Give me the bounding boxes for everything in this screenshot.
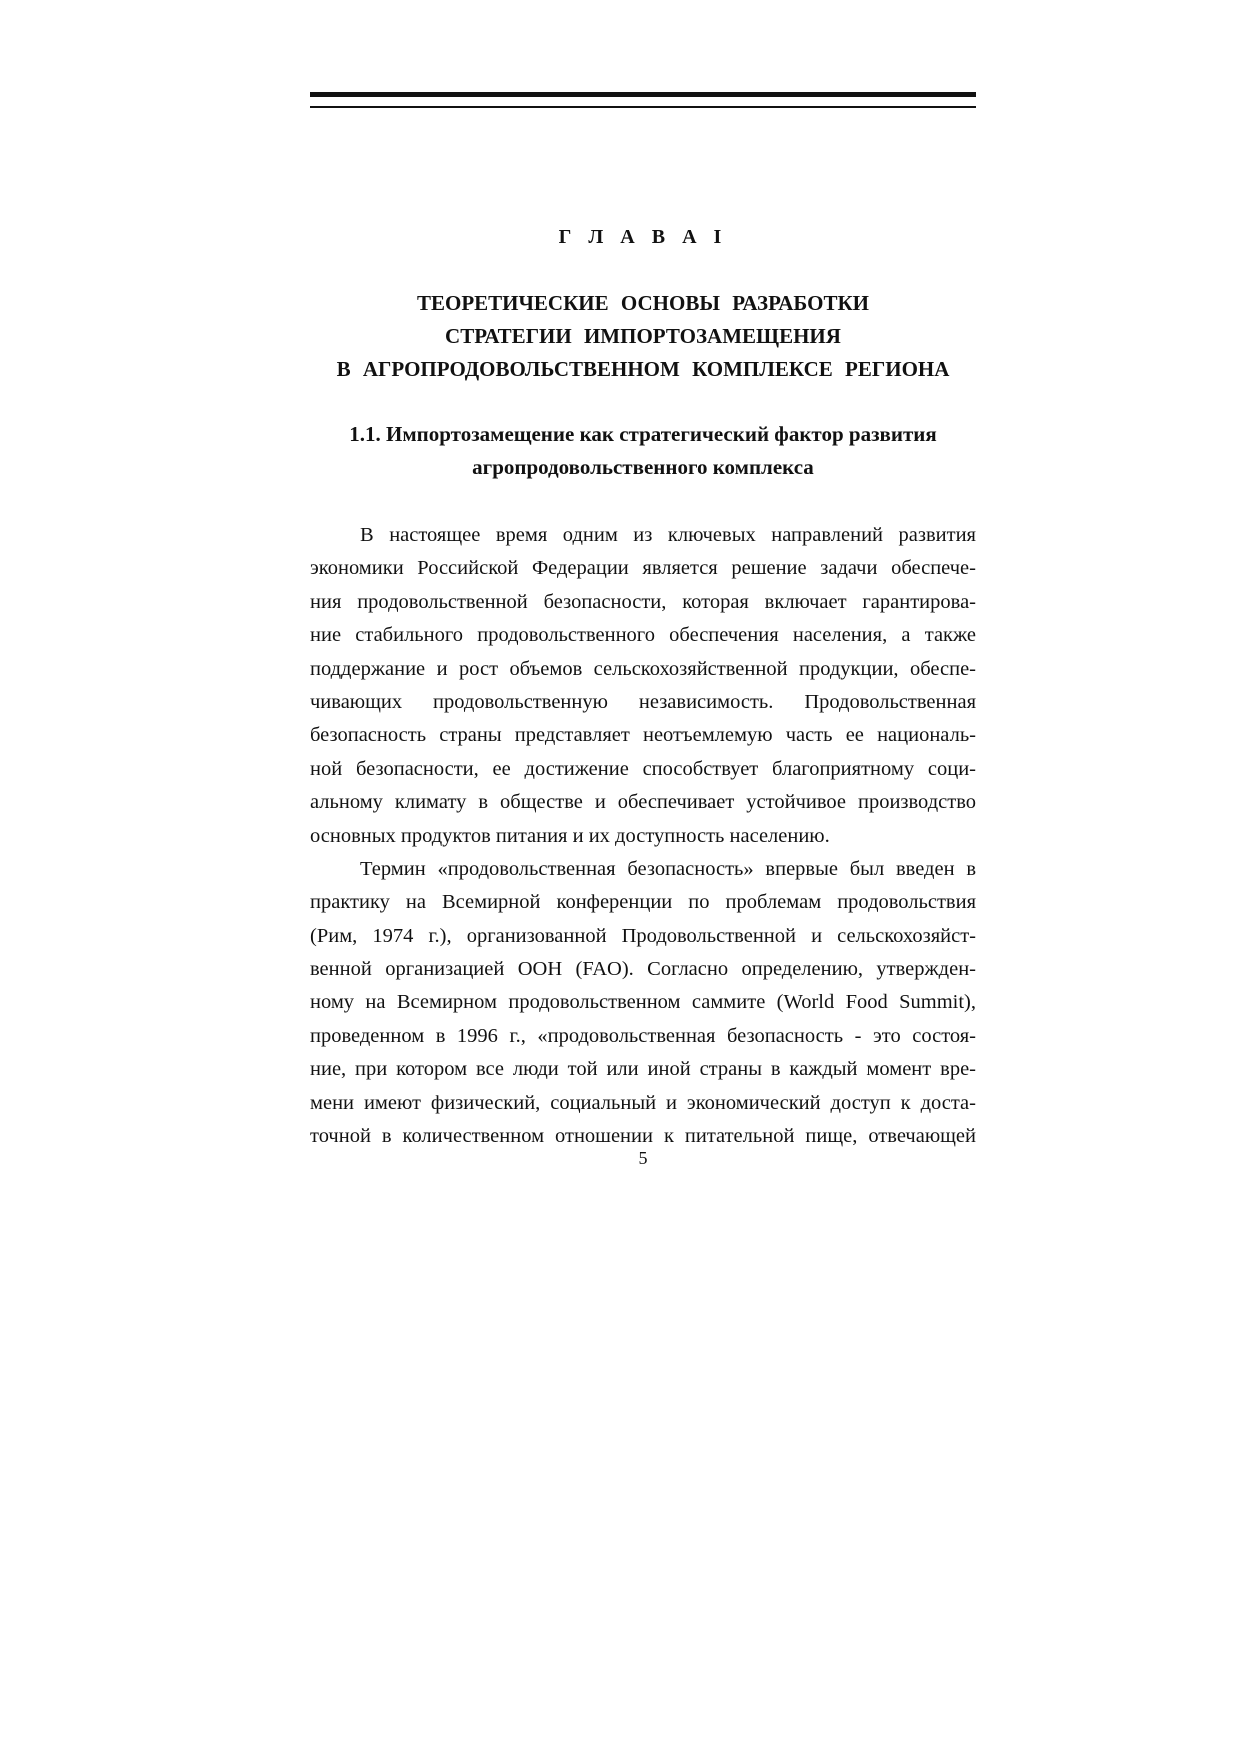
chapter-title-line: СТРАТЕГИИ ИМПОРТОЗАМЕЩЕНИЯ (445, 324, 841, 348)
body-line: безопасность страны представляет неотъемлемую часть ее националь- (310, 724, 976, 747)
body-line: точной в количественном отношении к питательной пище, отвечающей (310, 1125, 976, 1148)
header-rule-thick (310, 92, 976, 97)
body-line: В настоящее время одним из ключевых направлений развития (360, 524, 976, 546)
page-number: 5 (638, 1148, 648, 1168)
header-rule-thin (310, 106, 976, 108)
body-line: (Рим, 1974 г.), организованной Продовольственной и сельскохозяйст- (310, 924, 976, 947)
chapter-title-line: В АГРОПРОДОВОЛЬСТВЕННОМ КОМПЛЕКСЕ РЕГИОНА (336, 357, 950, 381)
body-line: проведенном в 1996 г., «продовольственная безопасность - это состоя- (310, 1024, 976, 1047)
body-line: венной организацией ООН (FAO). Согласно определению, утвержден- (310, 958, 976, 981)
body-line: Термин «продовольственная безопасность» впервые был введен в (360, 857, 976, 880)
body-line: поддержание и рост объемов сельскохозяйственной продукции, обеспе- (310, 657, 976, 680)
chapter-label: Г Л А В А I (558, 226, 728, 248)
body-line: ния продовольственной безопасности, которая включает гарантирова- (310, 590, 976, 613)
body-line: практику на Всемирной конференции по проблемам продовольствия (310, 891, 976, 914)
section-title-line: агропродовольственного комплекса (472, 455, 814, 479)
body-line: ние стабильного продовольственного обеспечения населения, а также (310, 624, 976, 647)
body-line: мени имеют физический, социальный и экономический доступ к доста- (310, 1091, 976, 1114)
body-line: альному климату в обществе и обеспечивает устойчивое производство (310, 791, 976, 814)
section-title-line: 1.1. Импортозамещение как стратегический фактор развития (349, 422, 937, 446)
chapter-title (310, 287, 976, 386)
body-line: чивающих продовольственную независимость. Продовольственная (310, 690, 976, 713)
body-line: ние, при котором все люди той или иной страны в каждый момент вре- (310, 1058, 976, 1081)
body-line: основных продуктов питания и их доступность населению. (310, 824, 830, 847)
body-text (310, 519, 976, 1153)
section-title (310, 418, 976, 484)
body-line: ной безопасности, ее достижение способствует благоприятному соци- (310, 757, 976, 780)
body-line: экономики Российской Федерации является решение задачи обеспече- (310, 557, 976, 580)
body-line: ному на Всемирном продовольственном саммите (World Food Summit), (310, 991, 976, 1014)
chapter-title-line: ТЕОРЕТИЧЕСКИЕ ОСНОВЫ РАЗРАБОТКИ (416, 291, 870, 315)
